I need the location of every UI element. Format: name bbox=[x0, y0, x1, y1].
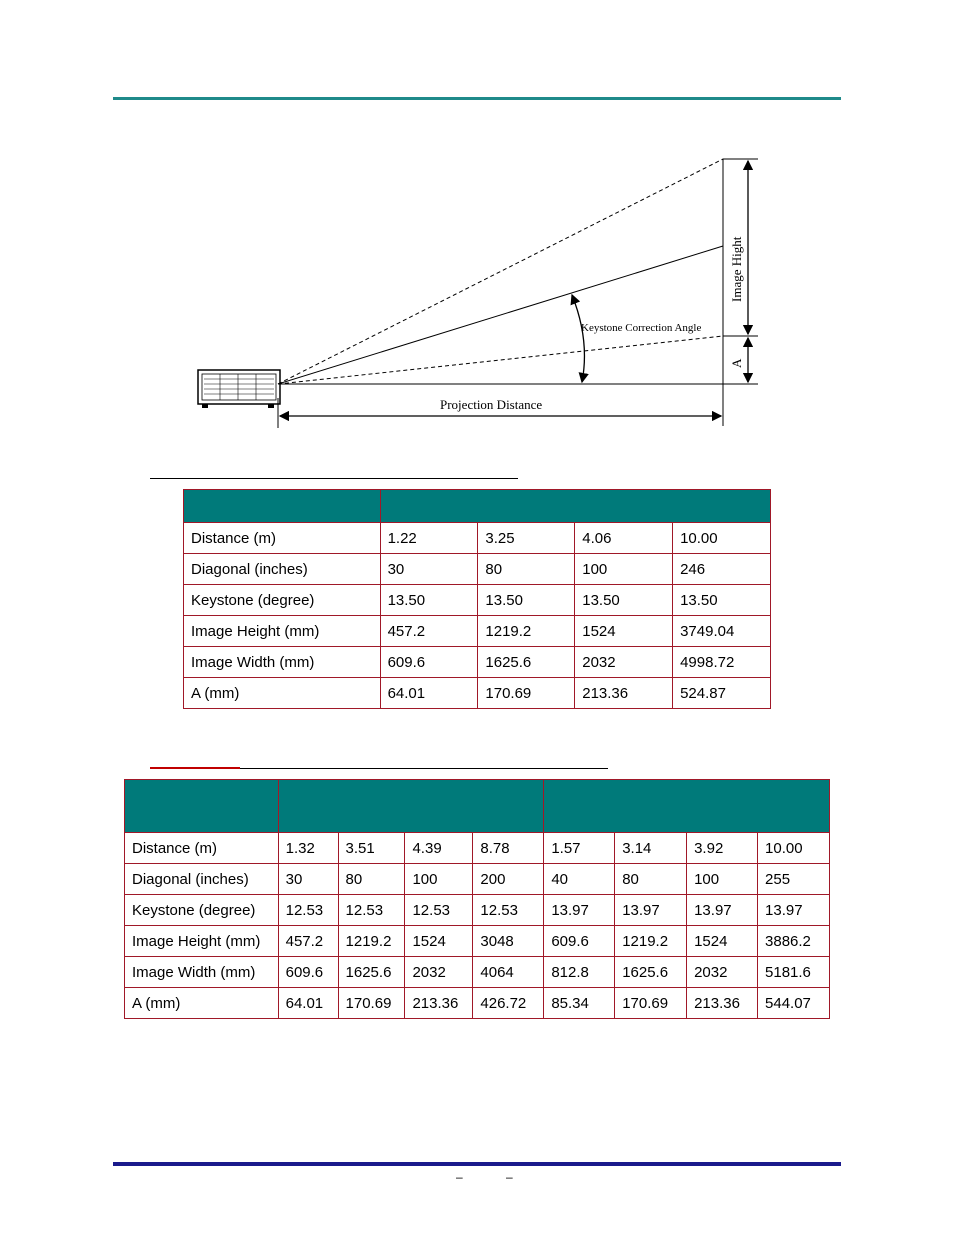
table-cell: 40 bbox=[544, 864, 615, 895]
table-cell: 3.25 bbox=[478, 523, 575, 554]
table-cell: 544.07 bbox=[758, 988, 830, 1019]
table-cell: 3.92 bbox=[687, 833, 758, 864]
table-cell: 10.00 bbox=[758, 833, 830, 864]
table-cell: 457.2 bbox=[278, 926, 338, 957]
table-cell: 2032 bbox=[575, 647, 673, 678]
table-cell: 13.97 bbox=[615, 895, 687, 926]
table-cell: 5181.6 bbox=[758, 957, 830, 988]
table-cell: 1625.6 bbox=[338, 957, 405, 988]
table-cell: 13.50 bbox=[478, 585, 575, 616]
table-cell: 12.53 bbox=[278, 895, 338, 926]
page-number: – – bbox=[456, 1170, 533, 1184]
row-label-cell: Diagonal (inches) bbox=[184, 554, 381, 585]
table-cell: 170.69 bbox=[338, 988, 405, 1019]
table-cell: 1524 bbox=[405, 926, 473, 957]
row-label-cell: Image Height (mm) bbox=[125, 926, 279, 957]
table-cell: 13.97 bbox=[687, 895, 758, 926]
table-cell: 1219.2 bbox=[615, 926, 687, 957]
table-header-cell bbox=[184, 490, 381, 523]
table-row bbox=[125, 957, 830, 988]
table-cell: 609.6 bbox=[380, 647, 478, 678]
table-cell: 4998.72 bbox=[673, 647, 771, 678]
projection-distance-label: Projection Distance bbox=[440, 397, 543, 412]
table-cell: 1219.2 bbox=[338, 926, 405, 957]
table-cell: 12.53 bbox=[405, 895, 473, 926]
table-row bbox=[184, 647, 771, 678]
table-projection-1 bbox=[183, 489, 771, 709]
table-cell: 457.2 bbox=[380, 616, 478, 647]
table-header-row bbox=[184, 490, 771, 523]
table-cell: 1524 bbox=[687, 926, 758, 957]
row-label-cell: Image Width (mm) bbox=[125, 957, 279, 988]
table-header-cell bbox=[544, 780, 830, 833]
table-header-row bbox=[125, 780, 830, 833]
table-cell: 12.53 bbox=[338, 895, 405, 926]
table-header-cell bbox=[380, 490, 770, 523]
table-cell: 4.06 bbox=[575, 523, 673, 554]
table-row bbox=[125, 833, 830, 864]
table-cell: 12.53 bbox=[473, 895, 544, 926]
table-cell: 170.69 bbox=[478, 678, 575, 709]
row-label-cell: Keystone (degree) bbox=[125, 895, 279, 926]
table-cell: 213.36 bbox=[575, 678, 673, 709]
table-cell: 200 bbox=[473, 864, 544, 895]
row-label-cell: A (mm) bbox=[125, 988, 279, 1019]
table-row bbox=[184, 585, 771, 616]
table-cell: 213.36 bbox=[405, 988, 473, 1019]
table-row bbox=[125, 988, 830, 1019]
table-cell: 8.78 bbox=[473, 833, 544, 864]
table-cell: 80 bbox=[478, 554, 575, 585]
image-height-label: Image Hight bbox=[729, 236, 744, 302]
table-row bbox=[125, 926, 830, 957]
table-cell: 2032 bbox=[687, 957, 758, 988]
table-row bbox=[184, 678, 771, 709]
table-cell: 100 bbox=[687, 864, 758, 895]
row-label-cell: Image Height (mm) bbox=[184, 616, 381, 647]
projection-diagram bbox=[190, 150, 770, 440]
table-cell: 13.50 bbox=[673, 585, 771, 616]
row-label-cell: Diagonal (inches) bbox=[125, 864, 279, 895]
table-cell: 85.34 bbox=[544, 988, 615, 1019]
table-header-cell bbox=[278, 780, 544, 833]
table-row bbox=[125, 864, 830, 895]
table-cell: 13.97 bbox=[758, 895, 830, 926]
table-row bbox=[184, 554, 771, 585]
table-cell: 255 bbox=[758, 864, 830, 895]
table-cell: 100 bbox=[575, 554, 673, 585]
table-cell: 1219.2 bbox=[478, 616, 575, 647]
table-row bbox=[184, 523, 771, 554]
table-cell: 3749.04 bbox=[673, 616, 771, 647]
table-cell: 2032 bbox=[405, 957, 473, 988]
table-cell: 13.50 bbox=[575, 585, 673, 616]
row-label-cell: Distance (m) bbox=[184, 523, 381, 554]
table-cell: 1.57 bbox=[544, 833, 615, 864]
footer-rule bbox=[113, 1162, 841, 1166]
table-cell: 812.8 bbox=[544, 957, 615, 988]
table-header-cell bbox=[125, 780, 279, 833]
table-cell: 1.22 bbox=[380, 523, 478, 554]
table-cell: 30 bbox=[278, 864, 338, 895]
table-cell: 170.69 bbox=[615, 988, 687, 1019]
section-heading-rule bbox=[150, 478, 518, 479]
table-row bbox=[125, 895, 830, 926]
table-cell: 246 bbox=[673, 554, 771, 585]
table-cell: 609.6 bbox=[544, 926, 615, 957]
table-cell: 30 bbox=[380, 554, 478, 585]
row-label-cell: Keystone (degree) bbox=[184, 585, 381, 616]
a-label: A bbox=[729, 358, 744, 368]
table-cell: 3048 bbox=[473, 926, 544, 957]
table-cell: 609.6 bbox=[278, 957, 338, 988]
table-cell: 3.14 bbox=[615, 833, 687, 864]
table-cell: 10.00 bbox=[673, 523, 771, 554]
table-cell: 3886.2 bbox=[758, 926, 830, 957]
row-label-cell: Image Width (mm) bbox=[184, 647, 381, 678]
table-cell: 1625.6 bbox=[478, 647, 575, 678]
table-cell: 1.32 bbox=[278, 833, 338, 864]
table-cell: 100 bbox=[405, 864, 473, 895]
table-cell: 1625.6 bbox=[615, 957, 687, 988]
table-cell: 213.36 bbox=[687, 988, 758, 1019]
table-cell: 3.51 bbox=[338, 833, 405, 864]
table-cell: 64.01 bbox=[380, 678, 478, 709]
keystone-angle-label: Keystone Correction Angle bbox=[581, 322, 702, 334]
table-cell: 80 bbox=[615, 864, 687, 895]
section-heading-accent bbox=[150, 767, 240, 769]
table-row bbox=[184, 616, 771, 647]
row-label-cell: A (mm) bbox=[184, 678, 381, 709]
header-rule bbox=[113, 97, 841, 100]
table-cell: 4.39 bbox=[405, 833, 473, 864]
table-cell: 64.01 bbox=[278, 988, 338, 1019]
table-cell: 426.72 bbox=[473, 988, 544, 1019]
table-cell: 80 bbox=[338, 864, 405, 895]
table-cell: 4064 bbox=[473, 957, 544, 988]
projector-icon bbox=[198, 370, 280, 408]
table-cell: 1524 bbox=[575, 616, 673, 647]
row-label-cell: Distance (m) bbox=[125, 833, 279, 864]
table-projection-2 bbox=[124, 779, 830, 1019]
table-cell: 13.50 bbox=[380, 585, 478, 616]
table-cell: 524.87 bbox=[673, 678, 771, 709]
table-cell: 13.97 bbox=[544, 895, 615, 926]
